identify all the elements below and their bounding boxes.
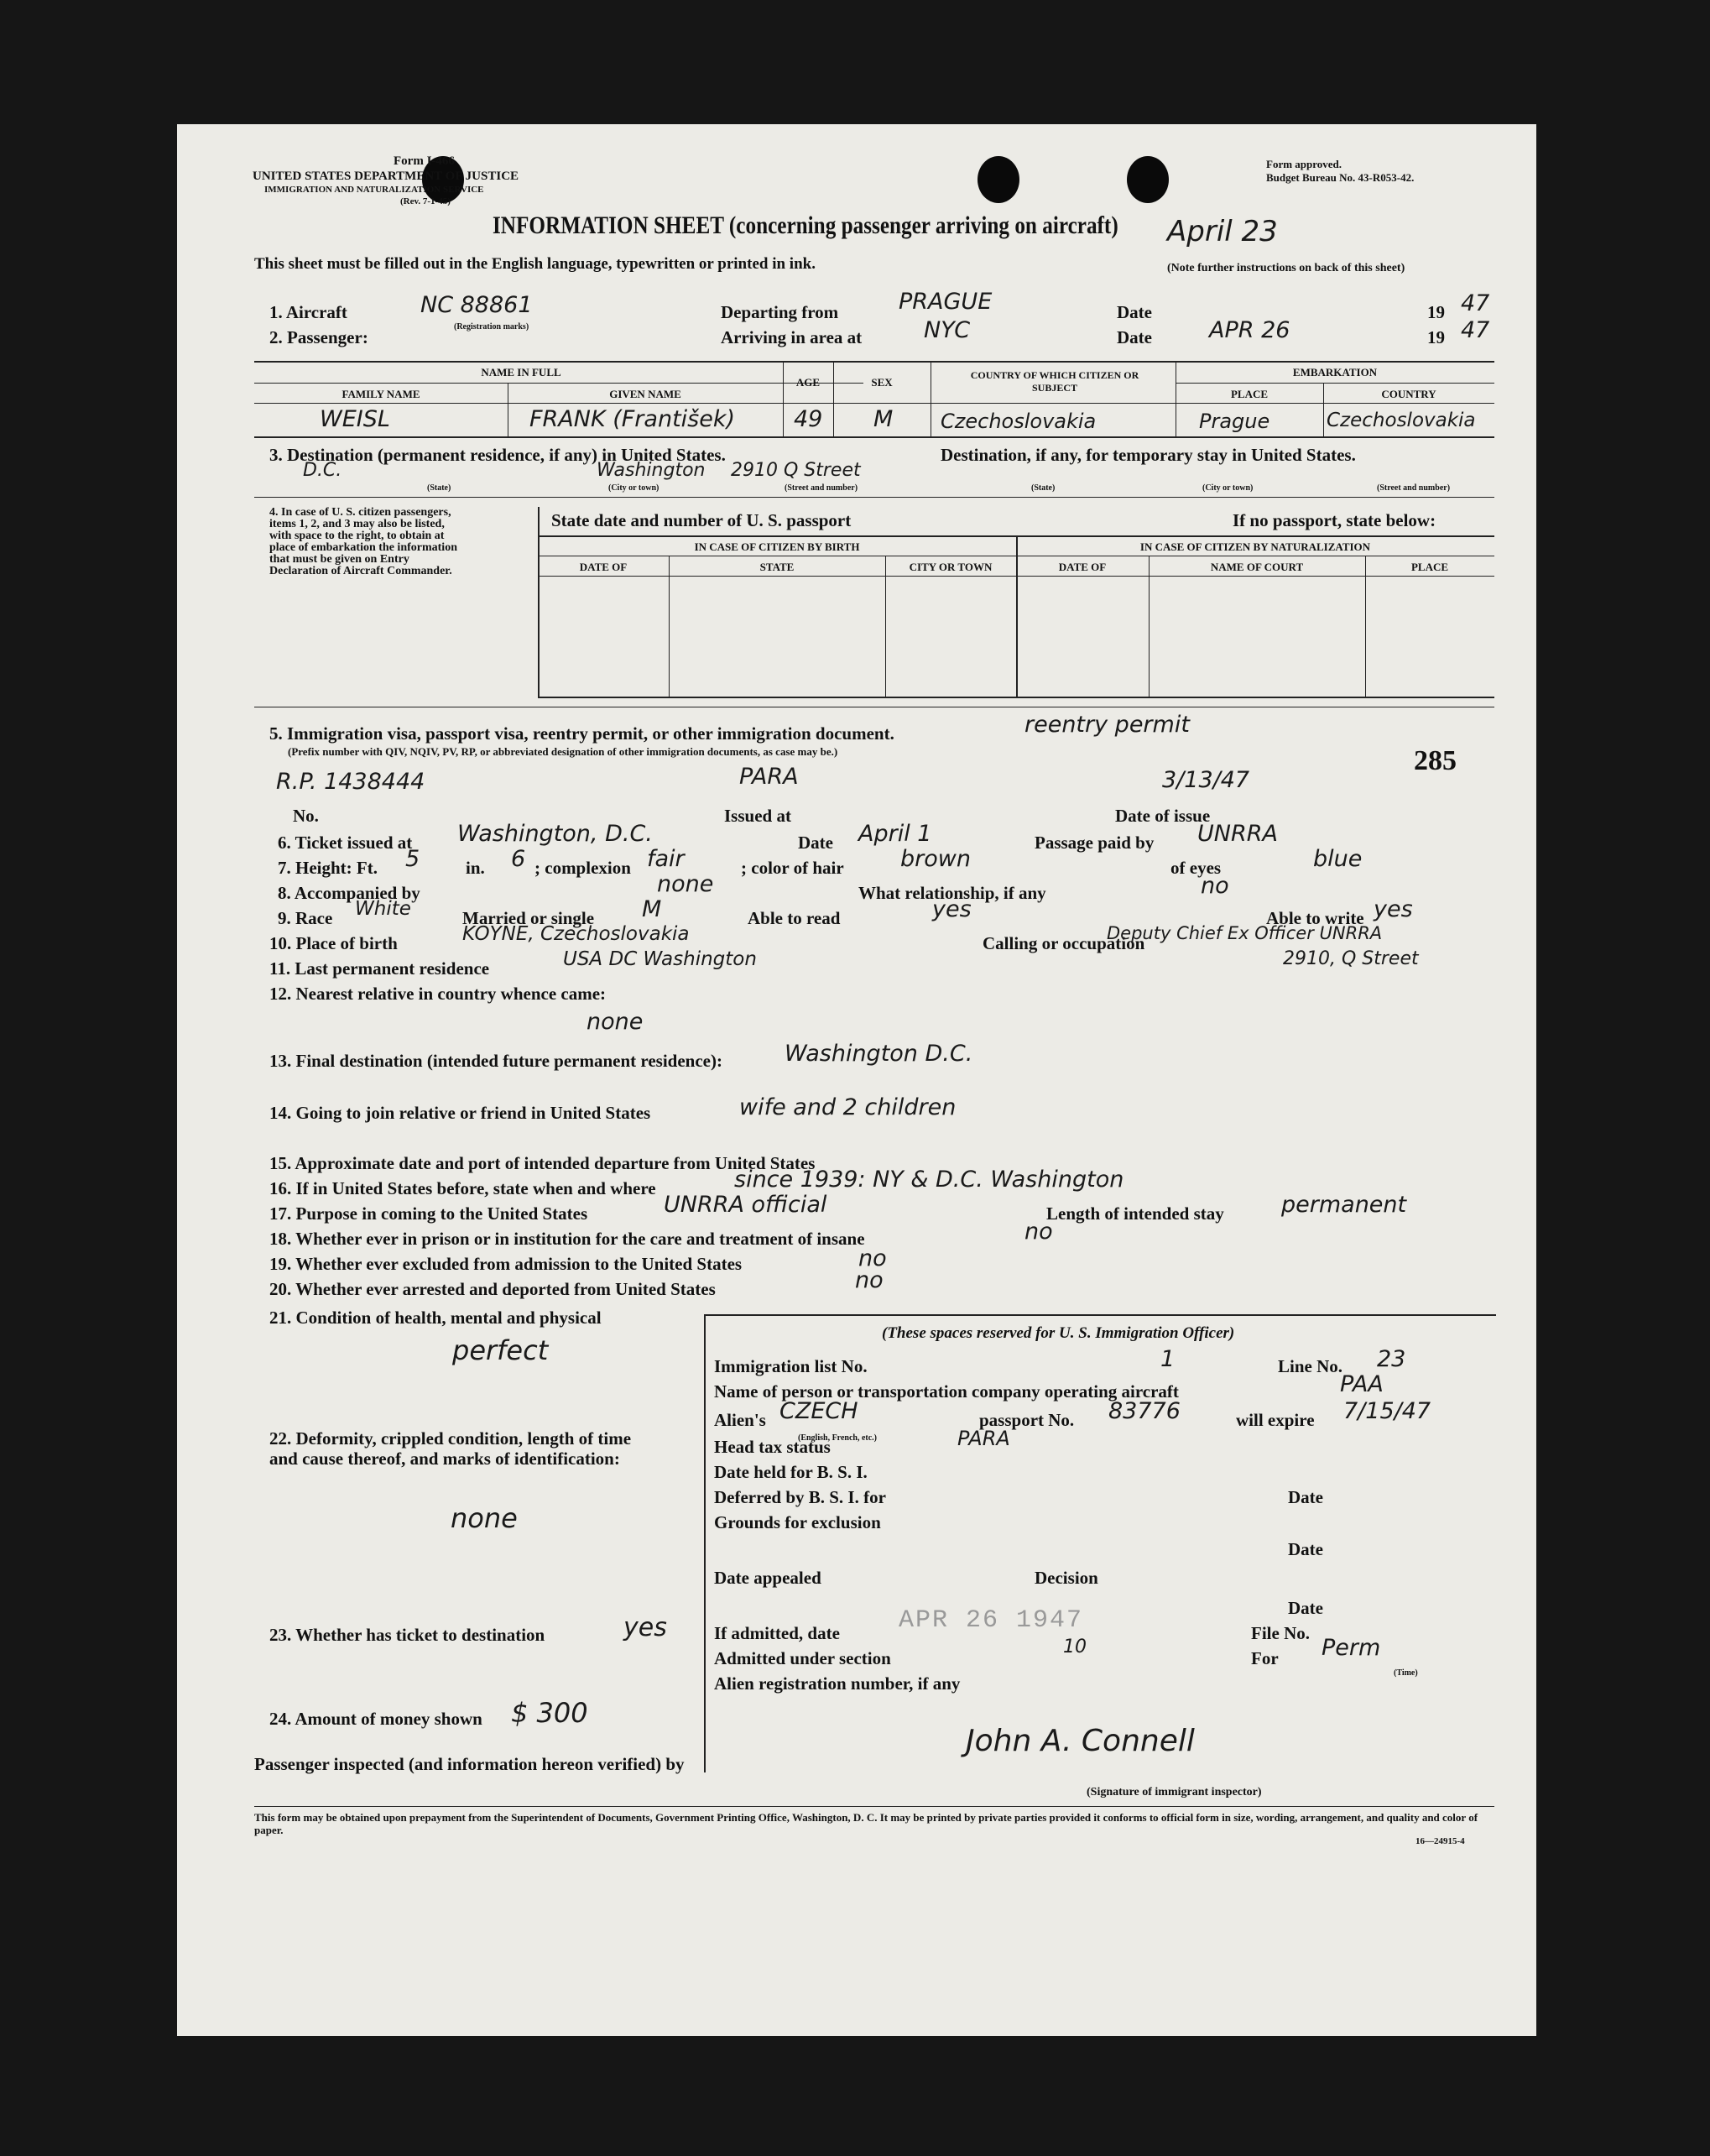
label-immigration-doc: 5. Immigration visa, passport visa, reentry permit, or other immigration document. bbox=[269, 723, 894, 744]
label-temp-destination: Destination, if any, for temporary stay in United States. bbox=[941, 445, 1356, 465]
th-by-naturalization: IN CASE OF CITIZEN BY NATURALIZATION bbox=[1139, 540, 1371, 553]
service: IMMIGRATION AND NATURALIZATION SERVICE bbox=[264, 185, 484, 195]
form-approved: Form approved. bbox=[1266, 158, 1342, 170]
information-sheet-page bbox=[177, 124, 1536, 2036]
label-ticket-date: Date bbox=[798, 833, 833, 853]
label-year-1: 19 bbox=[1427, 302, 1445, 322]
label-passage-paid: Passage paid by bbox=[1035, 833, 1155, 853]
th-embarkation: EMBARKATION bbox=[1292, 366, 1378, 378]
label-date-deferred: Date bbox=[1288, 1487, 1323, 1507]
write-value: yes bbox=[1374, 896, 1413, 922]
label-us-citizen: 4. In case of U. S. citizen passengers, items 1, 2, and 3 may also be listed, with space to the right, to obtain at place of embarkation the information that must be given on Entry Declaration of Aircraft Commander. bbox=[269, 506, 457, 577]
label-inspected: Passenger inspected (and information hereon verified) by bbox=[254, 1754, 685, 1774]
department: UNITED STATES DEPARTMENT OF JUSTICE bbox=[253, 170, 519, 183]
label-for: For bbox=[1251, 1648, 1279, 1668]
th-sex: SEX bbox=[871, 376, 893, 389]
label-passenger: 2. Passenger: bbox=[269, 327, 368, 347]
year-2-value: 47 bbox=[1461, 317, 1490, 343]
arriving-value: NYC bbox=[924, 317, 971, 343]
th-place-2: PLACE bbox=[1410, 561, 1449, 573]
label-appealed: Date appealed bbox=[714, 1568, 821, 1588]
ticket-dest-value: yes bbox=[623, 1613, 667, 1642]
handwritten-date: April 23 bbox=[1167, 215, 1278, 248]
label-passport-no: passport No. bbox=[979, 1410, 1075, 1430]
label-insane: 18. Whether ever in prison or in institution for the care and treatment of insane bbox=[269, 1229, 865, 1249]
hint-city-2: (City or town) bbox=[1202, 483, 1254, 493]
label-date-of-issue: Date of issue bbox=[1115, 806, 1211, 826]
label-hair: ; color of hair bbox=[741, 858, 844, 878]
expire-value: 7/15/47 bbox=[1343, 1398, 1431, 1424]
punch-hole bbox=[1127, 156, 1169, 203]
dest-state-value: D.C. bbox=[303, 460, 342, 481]
label-length-stay: Length of intended stay bbox=[1046, 1203, 1224, 1224]
label-complexion: ; complexion bbox=[534, 858, 631, 878]
label-deformity: 22. Deformity, crippled condition, length of time and cause thereof, and marks of identification: bbox=[269, 1428, 632, 1469]
label-aliens: Alien's bbox=[714, 1410, 766, 1430]
label-company: Name of person or transportation company operating aircraft bbox=[714, 1381, 1179, 1402]
residence-value: USA DC Washington bbox=[563, 948, 757, 970]
height-in-value: 6 bbox=[511, 846, 526, 872]
th-by-birth: IN CASE OF CITIZEN BY BIRTH bbox=[694, 540, 860, 553]
label-expire: will expire bbox=[1236, 1410, 1315, 1430]
label-race: 9. Race bbox=[278, 908, 333, 928]
th-city-or-town: CITY OR TOWN bbox=[909, 561, 993, 573]
label-no: No. bbox=[293, 806, 319, 826]
accompanied-value: none bbox=[657, 871, 714, 897]
label-departing: Departing from bbox=[721, 302, 839, 322]
res-street-value: 2910, Q Street bbox=[1283, 948, 1419, 969]
ticket-at-value: Washington, D.C. bbox=[457, 821, 653, 847]
hint-state-2: (State) bbox=[1031, 483, 1056, 493]
read-value: yes bbox=[932, 896, 972, 922]
sex-value: M bbox=[873, 406, 894, 432]
for-value: Perm bbox=[1322, 1635, 1381, 1661]
dest-street-value: 2910 Q Street bbox=[731, 460, 861, 481]
excluded-value: no bbox=[858, 1245, 887, 1271]
embark-place-value: Prague bbox=[1199, 410, 1270, 433]
paid-by-value: UNRRA bbox=[1197, 821, 1278, 847]
label-date-1: Date bbox=[1117, 302, 1152, 322]
label-passport-question: State date and number of U. S. passport bbox=[551, 510, 852, 530]
hint-city: (City or town) bbox=[608, 483, 659, 493]
time-hint: (Time) bbox=[1394, 1668, 1418, 1678]
money-value: $ 300 bbox=[511, 1697, 588, 1729]
relationship-value: no bbox=[1201, 873, 1229, 899]
insane-value: no bbox=[1024, 1219, 1053, 1245]
passport-no-value: 83776 bbox=[1108, 1398, 1181, 1424]
label-excluded: 19. Whether ever excluded from admission to the United States bbox=[269, 1254, 743, 1274]
label-height: 7. Height: Ft. bbox=[278, 858, 378, 878]
age-value: 49 bbox=[794, 406, 823, 432]
instructions: This sheet must be filled out in the English language, typewritten or printed in ink. bbox=[254, 255, 816, 273]
label-line-no: Line No. bbox=[1278, 1356, 1343, 1376]
final-dest-value: Washington D.C. bbox=[785, 1041, 973, 1067]
th-given-name: GIVEN NAME bbox=[609, 388, 681, 400]
th-name-of-court: NAME OF COURT bbox=[1210, 561, 1304, 573]
aircraft-value: NC 88861 bbox=[420, 292, 533, 318]
label-date-grounds: Date bbox=[1288, 1539, 1323, 1559]
label-purpose: 17. Purpose in coming to the United States bbox=[269, 1203, 588, 1224]
admission-stamp: APR 26 1947 bbox=[899, 1606, 1084, 1635]
label-destination: 3. Destination (permanent residence, if any) in United States. bbox=[269, 445, 726, 465]
given-name-value: FRANK (František) bbox=[529, 406, 736, 432]
label-married: Married or single bbox=[462, 908, 595, 928]
label-no-passport: If no passport, state below: bbox=[1233, 510, 1436, 530]
label-date-2: Date bbox=[1117, 327, 1152, 347]
th-place: PLACE bbox=[1230, 388, 1269, 400]
label-before: 16. If in United States before, state when and where bbox=[269, 1178, 656, 1198]
label-issued-at: Issued at bbox=[724, 806, 791, 826]
hint-street-2: (Street and number) bbox=[1377, 483, 1451, 493]
lang-hint: (English, French, etc.) bbox=[798, 1433, 877, 1443]
hint-street: (Street and number) bbox=[785, 483, 858, 493]
label-eyes: of eyes bbox=[1170, 858, 1222, 878]
th-family-name: FAMILY NAME bbox=[341, 388, 420, 400]
label-alien-reg: Alien registration number, if any bbox=[714, 1673, 961, 1694]
complexion-value: fair bbox=[647, 846, 685, 872]
deported-value: no bbox=[855, 1267, 884, 1293]
departing-value: PRAGUE bbox=[899, 289, 993, 315]
label-money: 24. Amount of money shown bbox=[269, 1709, 482, 1729]
label-departure: 15. Approximate date and port of intended departure from United States bbox=[269, 1153, 816, 1173]
punch-hole bbox=[978, 156, 1019, 203]
label-date-decision: Date bbox=[1288, 1598, 1323, 1618]
note: (Note further instructions on back of this sheet) bbox=[1167, 262, 1405, 274]
th-country-citizen: COUNTRY OF WHICH CITIZEN OR SUBJECT bbox=[970, 369, 1139, 394]
label-section: Admitted under section bbox=[714, 1648, 891, 1668]
relative-value: none bbox=[587, 1009, 644, 1035]
race-value: White bbox=[355, 898, 411, 920]
th-country: COUNTRY bbox=[1381, 388, 1436, 400]
purpose-value: UNRRA official bbox=[664, 1192, 827, 1218]
label-file-no: File No. bbox=[1251, 1623, 1310, 1643]
alien-nat-value: CZECH bbox=[779, 1398, 858, 1424]
footer-code: 16—24915-4 bbox=[1415, 1836, 1465, 1846]
th-date-of-2: DATE OF bbox=[1058, 561, 1107, 573]
label-held-bsi: Date held for B. S. I. bbox=[714, 1462, 868, 1482]
occupation-value: Deputy Chief Ex Officer UNRRA bbox=[1107, 923, 1383, 943]
th-date-of: DATE OF bbox=[579, 561, 628, 573]
label-aircraft: 1. Aircraft bbox=[269, 302, 347, 322]
label-relative: 12. Nearest relative in country whence came: bbox=[269, 984, 607, 1004]
label-birth: 10. Place of birth bbox=[269, 933, 398, 953]
date-2-value: APR 26 bbox=[1209, 317, 1290, 343]
label-deported: 20. Whether ever arrested and deported from United States bbox=[269, 1279, 716, 1299]
list-no-value: 1 bbox=[1160, 1346, 1176, 1372]
page-number: 285 bbox=[1414, 745, 1457, 776]
footer-text: This form may be obtained upon prepayment from the Superintendent of Documents, Government Printing Office, Washington, D. C. It may be printed by private parties provided it conforms to official form in size, wording, arrangement, and quality and color of paper. bbox=[254, 1811, 1478, 1836]
label-relationship: What relationship, if any bbox=[858, 883, 1046, 903]
label-decision: Decision bbox=[1035, 1568, 1098, 1588]
date-issue-value: 3/13/47 bbox=[1162, 767, 1250, 793]
label-ticket-dest: 23. Whether has ticket to destination bbox=[269, 1625, 545, 1645]
officer-box bbox=[704, 1314, 1496, 1772]
label-ticket: 6. Ticket issued at bbox=[278, 833, 413, 853]
birth-value: KOYNE, Czechoslovakia bbox=[462, 923, 690, 945]
label-admitted: If admitted, date bbox=[714, 1623, 840, 1643]
label-year-2: 19 bbox=[1427, 327, 1445, 347]
eyes-value: blue bbox=[1313, 846, 1363, 872]
height-ft-value: 5 bbox=[405, 846, 420, 872]
year-1-value: 47 bbox=[1461, 290, 1490, 316]
revision: (Rev. 7-1-45) bbox=[400, 196, 451, 206]
reg-marks-hint: (Registration marks) bbox=[454, 322, 529, 331]
before-value: since 1939: NY & D.C. Washington bbox=[734, 1167, 1124, 1193]
section-value: 10 bbox=[1063, 1637, 1087, 1657]
budget-bureau: Budget Bureau No. 43-R053-42. bbox=[1266, 171, 1415, 184]
married-value: M bbox=[642, 896, 662, 922]
company-value: PAA bbox=[1340, 1371, 1384, 1397]
doc-number-value: R.P. 1438444 bbox=[276, 769, 425, 795]
th-age: AGE bbox=[795, 376, 821, 389]
form-title: INFORMATION SHEET (concerning passenger arriving on aircraft) bbox=[493, 211, 1118, 239]
dest-city-value: Washington bbox=[597, 460, 706, 481]
joining-value: wife and 2 children bbox=[739, 1094, 957, 1120]
officer-reserved: (These spaces reserved for U. S. Immigration Officer) bbox=[882, 1324, 1235, 1342]
label-occupation: Calling or occupation bbox=[983, 933, 1145, 953]
label-write: Able to write bbox=[1266, 908, 1364, 928]
line-no-value: 23 bbox=[1377, 1346, 1406, 1372]
label-grounds: Grounds for exclusion bbox=[714, 1512, 881, 1532]
head-tax-value: PARA bbox=[957, 1427, 1010, 1450]
doc-prefix-hint: (Prefix number with QIV, NQIV, PV, RP, or abbreviated designation of other immigration documents, as case may be.) bbox=[288, 745, 838, 758]
label-final-dest: 13. Final destination (intended future permanent residence): bbox=[269, 1051, 722, 1071]
label-accompanied: 8. Accompanied by bbox=[278, 883, 420, 903]
label-inches: in. bbox=[466, 858, 485, 878]
label-arriving: Arriving in area at bbox=[721, 327, 863, 347]
doc-type-value: reentry permit bbox=[1024, 712, 1190, 738]
stay-value: permanent bbox=[1281, 1192, 1407, 1218]
deformity-value: none bbox=[451, 1502, 518, 1534]
label-read: Able to read bbox=[748, 908, 841, 928]
th-state: STATE bbox=[759, 561, 795, 573]
label-list-no: Immigration list No. bbox=[714, 1356, 868, 1376]
th-name-in-full: NAME IN FULL bbox=[481, 366, 561, 378]
embark-country-value: Czechoslovakia bbox=[1327, 410, 1476, 431]
hint-state: (State) bbox=[427, 483, 451, 493]
family-name-value: WEISL bbox=[320, 406, 390, 432]
label-joining: 14. Going to join relative or friend in United States bbox=[269, 1103, 651, 1123]
form-number: Form I-466 bbox=[394, 154, 455, 168]
label-deferred: Deferred by B. S. I. for bbox=[714, 1487, 886, 1507]
hair-value: brown bbox=[900, 846, 971, 872]
health-value: perfect bbox=[452, 1334, 549, 1366]
label-health: 21. Condition of health, mental and physical bbox=[269, 1308, 602, 1328]
inspector-signature: John A. Connell bbox=[966, 1724, 1195, 1758]
citizen-value: Czechoslovakia bbox=[941, 410, 1097, 433]
label-head-tax: Head tax status bbox=[714, 1437, 831, 1457]
ticket-date-value: April 1 bbox=[858, 821, 932, 847]
label-residence: 11. Last permanent residence bbox=[269, 958, 490, 979]
signature-label: (Signature of immigrant inspector) bbox=[1087, 1786, 1262, 1798]
issued-at-value: PARA bbox=[739, 764, 799, 790]
